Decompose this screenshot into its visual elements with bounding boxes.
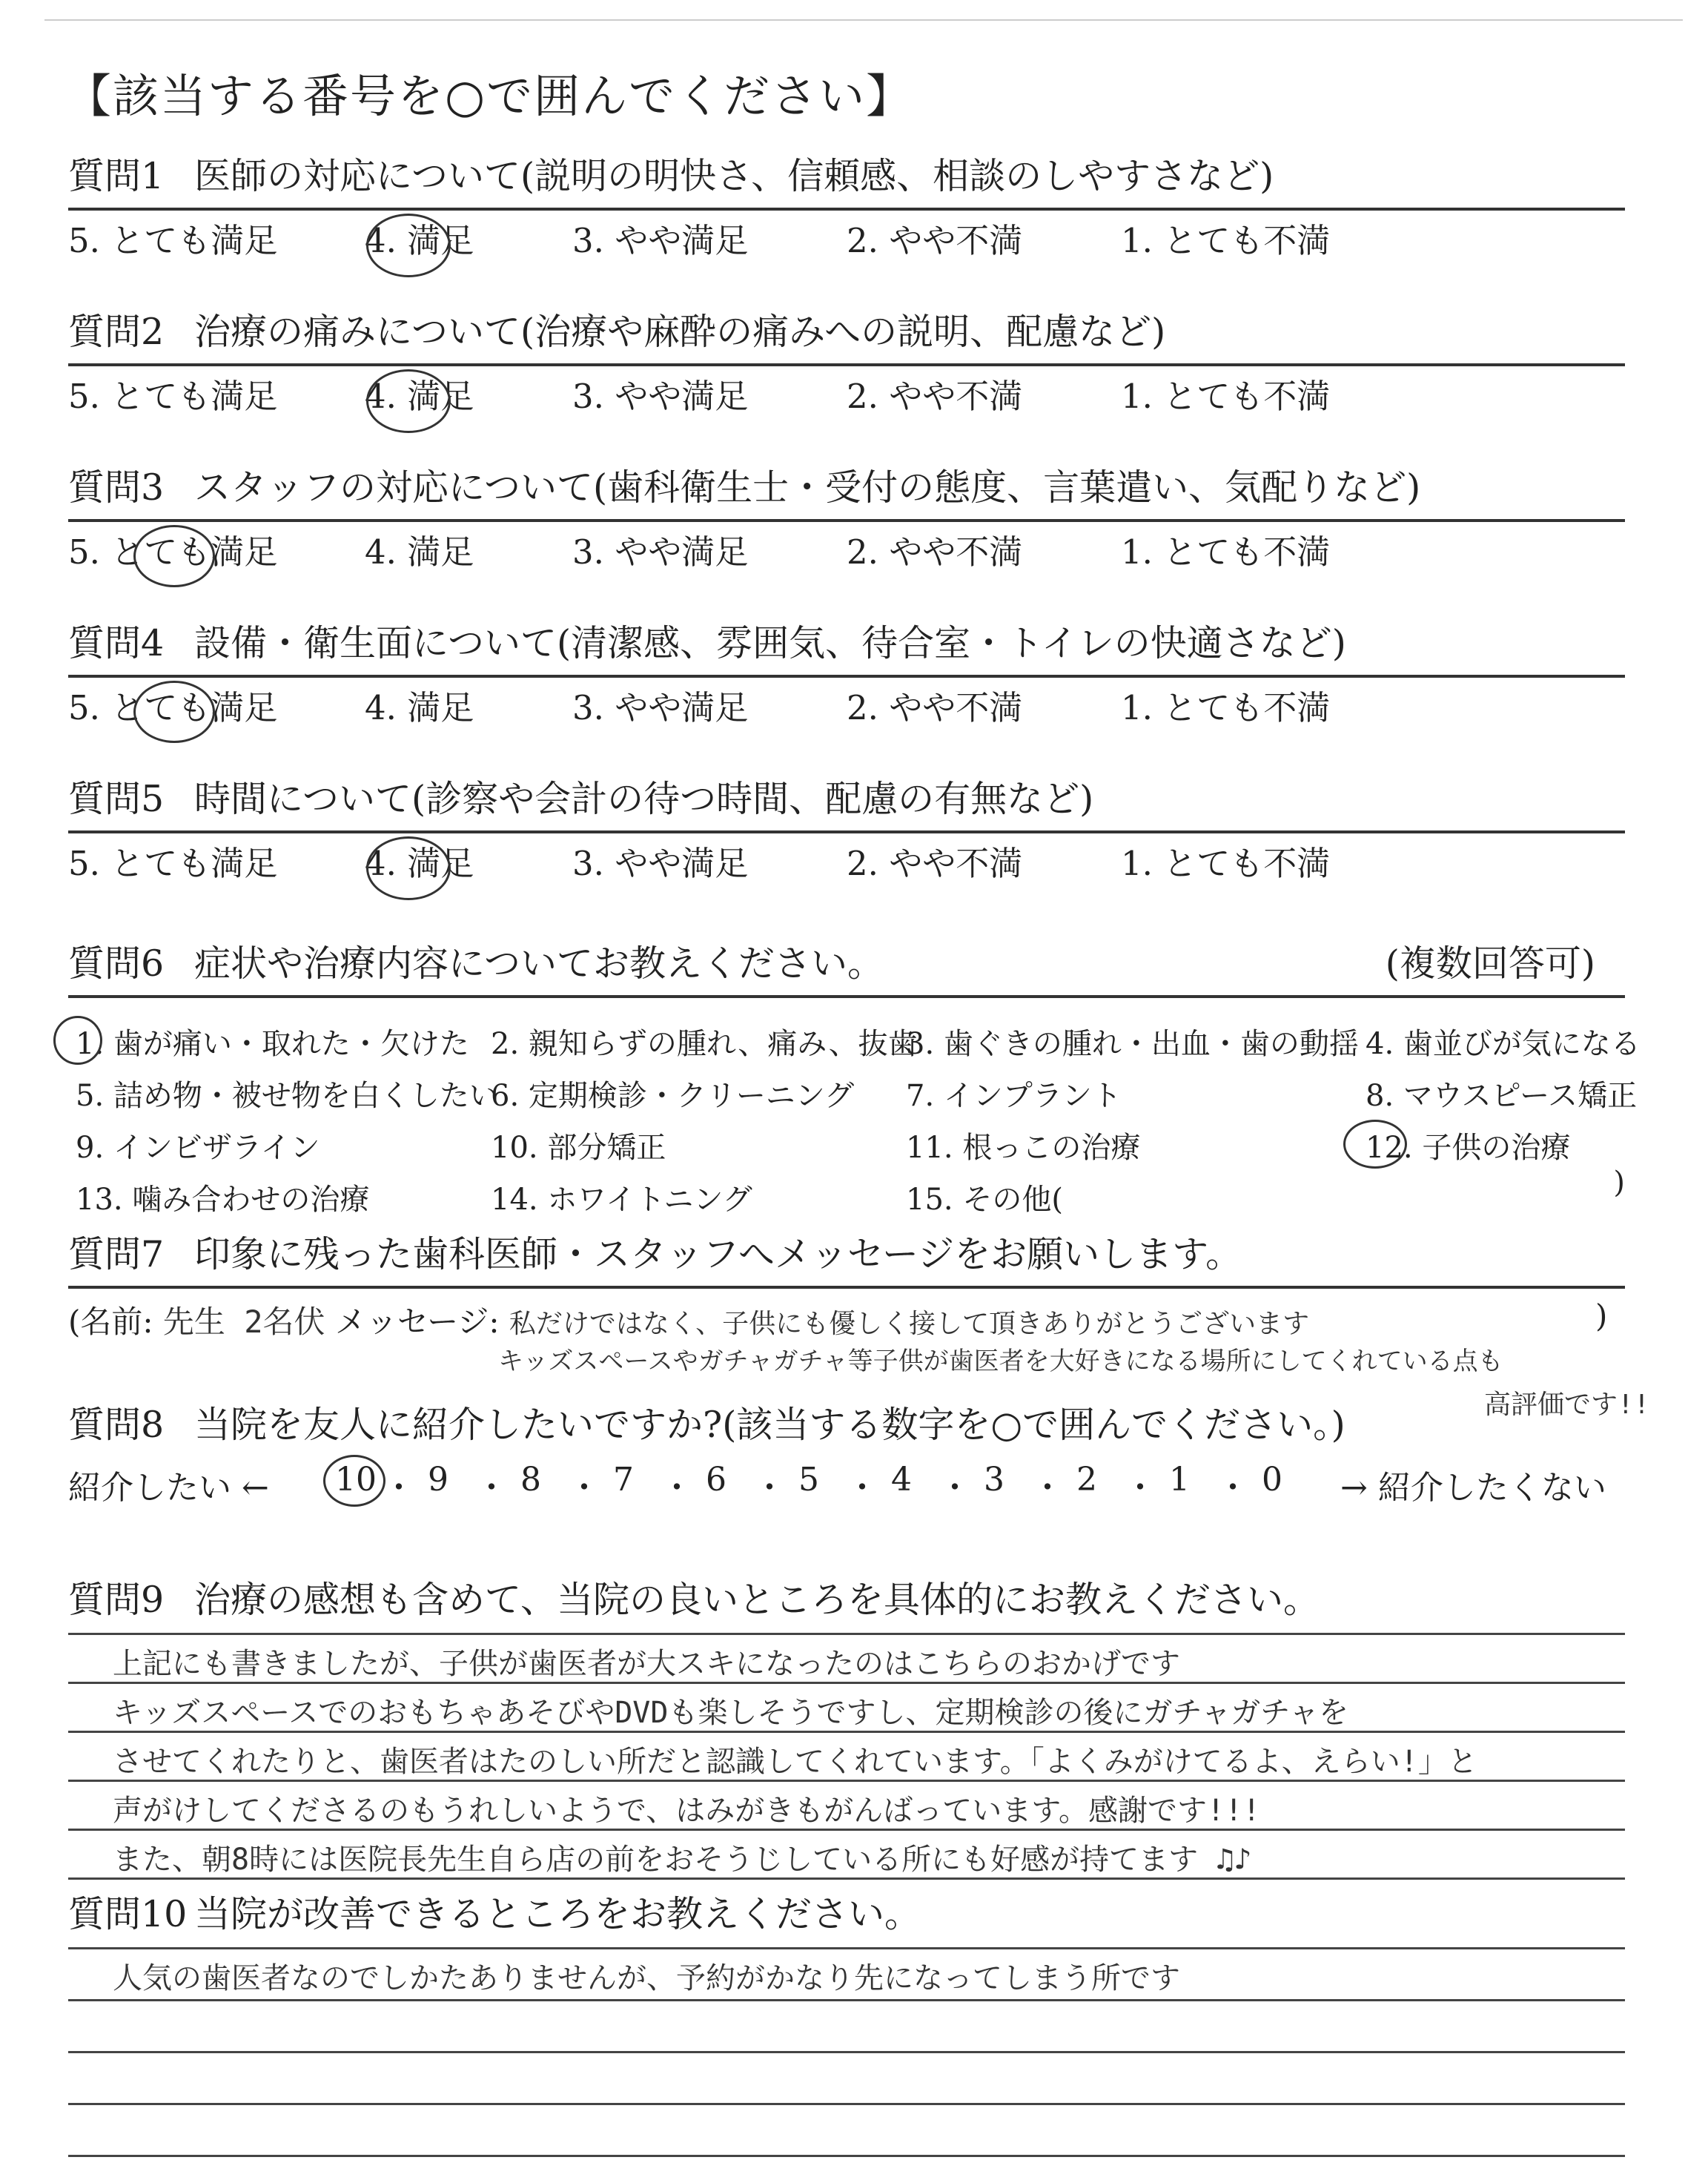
rating-option[interactable]: 2. やや不満	[847, 377, 1023, 416]
rating-option[interactable]: 1. とても不満	[1121, 377, 1331, 416]
rating-option[interactable]: 3. やや満足	[572, 377, 749, 416]
scale-separator: ・	[1124, 1469, 1156, 1507]
symptom-option[interactable]: 12. 子供の治療	[1366, 1131, 1571, 1165]
question-rule	[68, 208, 1625, 211]
question-rule	[68, 519, 1625, 522]
symptom-option[interactable]: 13. 噛み合わせの治療	[76, 1183, 370, 1217]
name-value[interactable]: 先生 2名伏	[162, 1304, 325, 1340]
message-prefix: メッセージ:	[334, 1304, 500, 1340]
answer-text[interactable]: また、朝8時には医院長先生自ら店の前をおそうじしている所にも好感が持てます ♫♪	[113, 1843, 1252, 1877]
symptom-option[interactable]: 6. 定期検診・クリーニング	[491, 1079, 855, 1113]
answer-line	[68, 2051, 1625, 2053]
selection-circle	[53, 1016, 102, 1065]
question-7-header	[68, 1223, 1625, 1286]
answer-line	[68, 1999, 1625, 2001]
selection-circle	[1343, 1120, 1407, 1169]
rating-option[interactable]: 4. 満足	[365, 844, 474, 883]
rating-option[interactable]: 3. やや満足	[572, 532, 749, 572]
answer-line	[68, 1877, 1625, 1880]
rating-option[interactable]: 2. やや不満	[847, 221, 1023, 260]
rating-option[interactable]: 4. 満足	[365, 377, 474, 416]
question-1-header	[68, 145, 1625, 208]
question-7-label: 質問7	[68, 1233, 165, 1275]
rating-option[interactable]: 4. 満足	[365, 532, 474, 572]
rating-option[interactable]: 5. とても満足	[68, 688, 278, 727]
rating-options	[68, 368, 1625, 426]
recommend-number[interactable]: 2	[1076, 1461, 1097, 1499]
recommend-number[interactable]: 3	[984, 1461, 1004, 1499]
question-rule	[68, 830, 1625, 833]
question-2-header	[68, 301, 1625, 363]
question-10-label: 質問10	[68, 1893, 188, 1935]
answer-line	[68, 1780, 1625, 1782]
message-extra-line-2[interactable]: 高評価です!!	[1484, 1390, 1650, 1420]
scale-separator: ・	[939, 1469, 971, 1507]
answer-line	[68, 1731, 1625, 1733]
rating-option[interactable]: 1. とても不満	[1121, 688, 1331, 727]
question-label: 質問5	[68, 778, 165, 820]
answer-text[interactable]: 人気の歯医者なのでしかたありませんが、予約がかなり先になってしまう所です	[113, 1961, 1180, 1995]
answer-text[interactable]: 声がけしてくださるのもうれしいようで、はみがきもがんばっています。感謝です!!!	[113, 1794, 1261, 1828]
recommend-number[interactable]: 7	[613, 1461, 634, 1499]
question-text: 治療の痛みについて(治療や麻酔の痛みへの説明、配慮など)	[194, 311, 1166, 353]
question-9-text: 治療の感想も含めて、当院の良いところを具体的にお教えください。	[194, 1579, 1320, 1621]
question-10-header	[68, 1883, 1625, 1946]
question-7-rule	[68, 1286, 1625, 1289]
recommend-number[interactable]: 9	[428, 1461, 448, 1499]
rating-option[interactable]: 2. やや不満	[847, 532, 1023, 572]
message-line	[68, 1298, 1309, 1342]
rating-options	[68, 524, 1625, 581]
rating-options	[68, 835, 1625, 893]
question-8-header	[68, 1394, 1625, 1456]
question-6-options	[68, 1005, 1641, 1217]
symptom-option[interactable]: 4. 歯並びが気になる	[1366, 1027, 1641, 1061]
selection-circle	[323, 1455, 385, 1507]
question-text: スタッフの対応について(歯科衛生士・受付の態度、言葉遣い、気配りなど)	[194, 466, 1421, 509]
answer-line	[68, 2103, 1625, 2105]
message-value[interactable]: 私だけではなく、子供にも優しく接して頂きありがとうございます	[509, 1309, 1310, 1339]
recommend-number[interactable]: 5	[798, 1461, 819, 1499]
scale-separator: ・	[753, 1469, 786, 1507]
question-6-rule	[68, 995, 1625, 998]
recommend-number[interactable]: 4	[891, 1461, 912, 1499]
rating-option[interactable]: 3. やや満足	[572, 221, 749, 260]
recommend-number[interactable]: 8	[520, 1461, 541, 1499]
question-9-header	[68, 1569, 1625, 1631]
rating-option[interactable]: 5. とても満足	[68, 844, 278, 883]
scale-separator: ・	[568, 1469, 600, 1507]
rating-option[interactable]: 2. やや不満	[847, 688, 1023, 727]
message-extra-line-1[interactable]: キッズスペースやガチャガチャ等子供が歯医者を大好きになる場所にしてくれている点も	[498, 1347, 1503, 1376]
rating-option[interactable]: 2. やや不満	[847, 844, 1023, 883]
question-10	[68, 1883, 1625, 1995]
top-border	[44, 19, 1683, 21]
rating-option[interactable]: 5. とても満足	[68, 221, 278, 260]
symptom-option[interactable]: 9. インビザライン	[76, 1131, 320, 1165]
recommend-number[interactable]: 0	[1262, 1461, 1282, 1499]
question-8	[68, 1390, 1650, 1507]
symptom-option[interactable]: 11. 根っこの治療	[906, 1131, 1141, 1165]
recommend-right-label: → 紹介したくない	[1340, 1469, 1606, 1507]
question-7	[68, 1223, 1625, 1376]
scale-separator: ・	[1031, 1469, 1064, 1507]
scale-separator: ・	[383, 1469, 415, 1507]
question-label: 質問2	[68, 311, 165, 353]
scale-separator: ・	[475, 1469, 508, 1507]
question-5-header	[68, 768, 1625, 830]
question-3	[68, 457, 1625, 577]
answer-text[interactable]: させてくれたりと、歯医者はたのしい所だと認識してくれています。「よくみがけてるよ、えらい!」と	[113, 1745, 1477, 1779]
rating-option[interactable]: 1. とても不満	[1121, 532, 1331, 572]
question-10-text: 当院が改善できるところをお教えください。	[194, 1893, 921, 1935]
question-6	[68, 933, 1641, 1217]
symptom-option[interactable]: 2. 親知らずの腫れ、痛み、抜歯	[491, 1027, 918, 1061]
question-label: 質問3	[68, 466, 165, 509]
question-2	[68, 301, 1625, 421]
rating-options	[68, 679, 1625, 737]
question-text: 時間について(診察や会計の待つ時間、配慮の有無など)	[194, 778, 1094, 820]
question-5	[68, 768, 1625, 888]
multi-answer-note: (複数回答可)	[1385, 942, 1595, 985]
answer-line	[68, 2155, 1625, 2157]
question-3-header	[68, 457, 1625, 519]
question-1	[68, 145, 1625, 265]
page-title: 【該当する番号を○で囲んでください】	[65, 69, 914, 123]
symptom-option[interactable]: 14. ホワイトニング	[491, 1183, 752, 1217]
rating-options	[68, 212, 1625, 270]
selection-circle	[133, 525, 215, 587]
scale-separator: ・	[1217, 1469, 1249, 1507]
symptom-option[interactable]: 5. 詰め物・被せ物を白くしたい	[76, 1079, 499, 1113]
answer-line	[68, 1682, 1625, 1684]
other-close-paren: )	[1613, 1166, 1625, 1200]
recommend-number[interactable]: 6	[706, 1461, 726, 1499]
answer-line	[68, 1633, 1625, 1635]
rating-option[interactable]: 5. とても満足	[68, 377, 278, 416]
selection-circle	[133, 681, 215, 743]
recommend-number[interactable]: 10	[335, 1461, 377, 1499]
recommend-number[interactable]: 1	[1169, 1461, 1190, 1499]
rating-option[interactable]: 4. 満足	[365, 221, 474, 260]
question-9-label: 質問9	[68, 1579, 165, 1621]
selection-circle	[366, 369, 451, 433]
name-prefix: (名前:	[68, 1304, 153, 1340]
question-4	[68, 612, 1625, 733]
question-label: 質問4	[68, 622, 165, 664]
recommend-left-label: 紹介したい ←	[68, 1469, 269, 1507]
rating-option[interactable]: 5. とても満足	[68, 532, 278, 572]
question-8-label: 質問8	[68, 1404, 165, 1446]
question-6-text: 症状や治療内容についてお教えください。	[194, 942, 884, 985]
rating-option[interactable]: 1. とても不満	[1121, 221, 1331, 260]
answer-line	[68, 1829, 1625, 1831]
answer-line	[68, 1947, 1625, 1949]
message-close-paren: )	[1595, 1298, 1608, 1334]
selection-circle	[366, 214, 451, 277]
symptom-option[interactable]: 3. 歯ぐきの腫れ・出血・歯の動揺	[906, 1027, 1359, 1061]
symptom-option[interactable]: 15. その他(	[906, 1183, 1063, 1217]
question-rule	[68, 363, 1625, 366]
rating-option[interactable]: 4. 満足	[365, 688, 474, 727]
rating-option[interactable]: 1. とても不満	[1121, 844, 1331, 883]
question-label: 質問1	[68, 155, 165, 197]
answer-text[interactable]: キッズスペースでのおもちゃあそびやDVDも楽しそうですし、定期検診の後にガチャガチャを	[113, 1696, 1349, 1730]
question-6-label: 質問6	[68, 942, 165, 985]
question-7-text: 印象に残った歯科医師・スタッフへメッセージをお願いします。	[194, 1233, 1242, 1275]
question-9	[68, 1569, 1625, 1877]
question-rule	[68, 675, 1625, 678]
question-6-header	[68, 933, 1625, 995]
rating-option[interactable]: 3. やや満足	[572, 688, 749, 727]
symptom-option[interactable]: 1. 歯が痛い・取れた・欠けた	[76, 1027, 469, 1061]
symptom-option[interactable]: 10. 部分矯正	[491, 1131, 666, 1165]
scale-separator: ・	[846, 1469, 878, 1507]
symptom-option[interactable]: 7. インプラント	[906, 1079, 1122, 1113]
question-text: 設備・衛生面について(清潔感、雰囲気、待合室・トイレの快適さなど)	[194, 622, 1346, 664]
question-text: 医師の対応について(説明の明快さ、信頼感、相談のしやすさなど)	[194, 155, 1274, 197]
answer-text[interactable]: 上記にも書きましたが、子供が歯医者が大スキになったのはこちらのおかげです	[113, 1647, 1180, 1681]
scale-separator: ・	[661, 1469, 693, 1507]
symptom-option[interactable]: 8. マウスピース矯正	[1366, 1079, 1638, 1113]
question-8-text: 当院を友人に紹介したいですか?(該当する数字を○で囲んでください。)	[194, 1404, 1345, 1446]
rating-option[interactable]: 3. やや満足	[572, 844, 749, 883]
question-4-header	[68, 612, 1625, 675]
selection-circle	[366, 836, 451, 900]
